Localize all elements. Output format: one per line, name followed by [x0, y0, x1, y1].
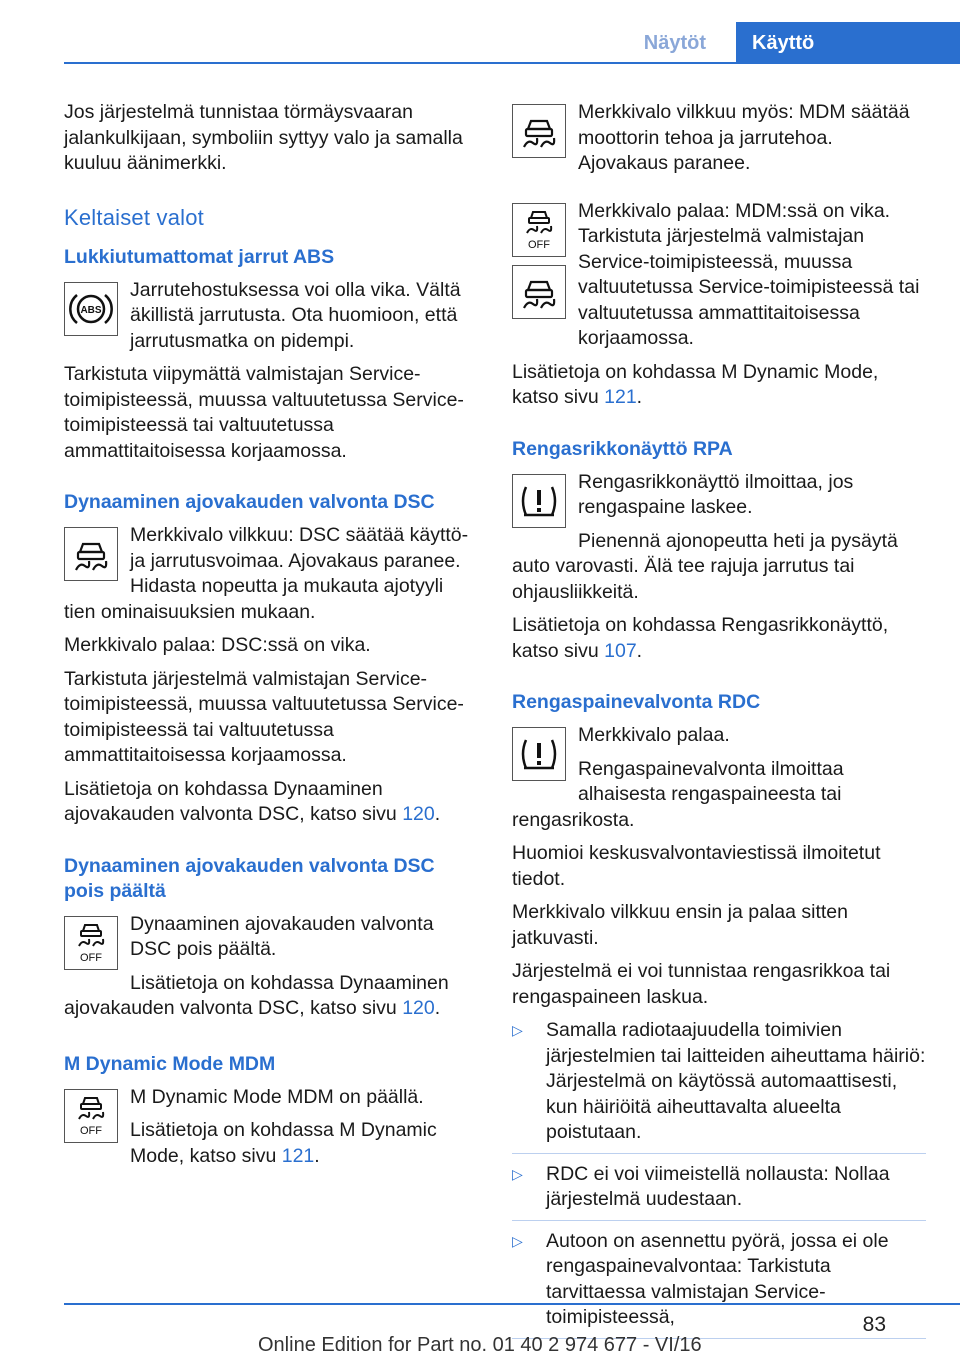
dsc-fault-text: Merkkivalo palaa: DSC:ssä on vika.: [64, 634, 371, 656]
dsc-off-text: Dynaaminen ajovakauden valvonta DSC pois päältä.: [130, 912, 434, 960]
tab-naytot[interactable]: Näytöt: [643, 32, 706, 54]
rpa-more-info: Lisätietoja on kohdassa Rengasrikkonäyttö, katso sivu 107.: [512, 614, 889, 662]
page-link-121[interactable]: 121: [281, 1144, 315, 1167]
abs-title: Lukkiutumattomat jarrut ABS: [64, 245, 335, 268]
rdc-no-detect-text: Järjestelmä ei voi tunnistaa rengasrikkoa tai rengaspaineen laskua.: [512, 960, 891, 1008]
dsc-service-text: Tarkistuta järjestelmä valmistajan Service-toimipisteessä, muussa valtuutetussa Service-toimipisteessä tai valtuutetussa ammattitaitoisessa korjaamossa.: [64, 667, 464, 766]
triangle-bullet-icon: ▷: [512, 1165, 523, 1182]
rpa-text: Rengasrikkonäyttö ilmoittaa, jos rengaspaine laskee.: [578, 470, 854, 518]
dsc-off-block: [64, 912, 478, 1022]
page-link-120b[interactable]: 120: [402, 997, 435, 1019]
page-number: 83: [862, 1313, 886, 1336]
tire-pressure-icon: [512, 727, 566, 781]
mdm-blink-text: Merkkivalo vilkkuu myös: MDM säätää moottorin tehoa ja jarrutehoa. Ajovakaus paranee.: [578, 101, 910, 174]
abs-text: Jarrutehostuksessa voi olla vika. Vältä äkillistä jarrutusta. Ota huomioon, että jarrutusmatka on pidempi.: [130, 278, 461, 352]
dsc-car-skid-icon: [64, 527, 118, 581]
dsc-block: [64, 523, 478, 625]
rdc-block: [512, 723, 926, 833]
rpa-title: Rengasrikkonäyttö RPA: [512, 437, 733, 460]
page-link-120[interactable]: 120: [402, 803, 435, 825]
triangle-bullet-icon: ▷: [512, 1232, 523, 1249]
dsc-off-more-info: Lisätietoja on kohdassa Dynaaminen ajovakauden valvonta DSC, katso sivu 120.: [64, 971, 449, 1019]
mdm-icon-label: OFF: [80, 1124, 102, 1137]
list-item: ▷ Autoon on asennettu pyörä, jossa ei ole rengaspainevalvontaa: Tarkistuta tarvittaessa valmistajan Service-toimipisteessä,: [512, 1229, 926, 1339]
mdm-blink-block: [512, 100, 926, 185]
car-skid-icon: [512, 104, 566, 158]
abs-warning-icon: [64, 282, 118, 336]
edition-text: Online Edition for Part no. 01 40 2 974 677 - VI/16: [258, 1334, 702, 1356]
rdc-title: Rengaspainevalvonta RDC: [512, 691, 761, 713]
rdc-check-text: Huomioi keskusvalvontaviestissä ilmoitetut tiedot.: [512, 842, 881, 890]
mdm-fault-block: [512, 199, 926, 360]
abs-service-text: Tarkistuta viipymättä valmistajan Service-toimipisteessä, muussa valtuutetussa Service-toimipisteessä tai valtuutetussa ammattitaitoisessa korjaamossa.: [64, 363, 464, 462]
dsc-off-icon-label: OFF: [80, 951, 102, 964]
page-link-107[interactable]: 107: [604, 639, 637, 662]
page-link-121b[interactable]: 121: [604, 386, 637, 408]
mdm-more-info-right: Lisätietoja on kohdassa M Dynamic Mode, katso sivu 121.: [512, 360, 879, 408]
dsc-more-info: Lisätietoja on kohdassa Dynaaminen ajovakauden valvonta DSC, katso sivu 120.: [64, 777, 441, 825]
car-skid-icon-small: [512, 265, 566, 319]
dsc-title: Dynaaminen ajovakauden valvonta DSC: [64, 491, 435, 513]
mdm-fault-icons: [512, 203, 566, 327]
tab-kaytto[interactable]: Käyttö: [736, 22, 960, 64]
right-off-icon-label: OFF: [528, 238, 550, 251]
mdm-on-text: M Dynamic Mode MDM on päällä.: [130, 1085, 424, 1108]
rpa-block: [512, 470, 926, 606]
section-title-yellow: Keltaiset valot: [64, 204, 204, 230]
intro-paragraph: Jos järjestelmä tunnistaa törmäysvaaran jalankulkijaan, symboliin syttyy valo ja samalla kuuluu äänimerkki.: [64, 101, 463, 174]
list-item: ▷ RDC ei voi viimeistellä nollausta: Nollaa järjestelmä uudestaan.: [512, 1162, 926, 1221]
rdc-low-text: Rengaspainevalvonta ilmoittaa alhaisesta rengaspaineesta tai rengasrikosta.: [512, 757, 844, 831]
mdm-more-info: Lisätietoja on kohdassa M Dynamic Mode, katso sivu 121.: [130, 1119, 437, 1167]
dsc-off-icon: [64, 916, 118, 970]
dsc-blink-text: Merkkivalo vilkkuu: DSC säätää käyttö- ja jarrutusvoimaa. Ajovakaus paranee. Hidasta nopeutta ja mukauta ajotyyli tien ominaisuuksien mukaan.: [64, 524, 469, 623]
abs-icon-label: ABS: [80, 304, 102, 316]
dsc-off-title: Dynaaminen ajovakauden valvonta DSC pois päältä: [64, 854, 435, 902]
mdm-block: [64, 1085, 478, 1178]
list-item: ▷ Samalla radiotaajuudella toimivien järjestelmien tai laitteiden aiheuttama häiriö: Järjestelmä on käytössä automaattisesti, kun häiriöitä aiheuttavalta alueelta poistutaan.: [512, 1018, 926, 1154]
rdc-on-text: Merkkivalo palaa.: [578, 724, 730, 746]
left-column: [64, 100, 478, 1177]
rdc-bullet-list: [512, 1018, 926, 1339]
footer-rule: [64, 1303, 960, 1305]
mdm-off-icon: [64, 1089, 118, 1143]
right-column: [512, 100, 926, 1339]
rdc-blink-text: Merkkivalo vilkkuu ensin ja palaa sitten jatkuvasti.: [512, 901, 848, 949]
tire-warning-icon: [512, 474, 566, 528]
mdm-fault-text: Merkkivalo palaa: MDM:ssä on vika. Tarkistuta järjestelmä valmistajan Service-toimipisteessä, muussa valtuutetussa Service-toimipisteessä tai valtuutetussa ammattitaitoisessa korjaamossa.: [578, 199, 920, 349]
mdm-title: M Dynamic Mode MDM: [64, 1052, 276, 1075]
abs-block: [64, 278, 478, 363]
dsc-off-icon-small: [512, 203, 566, 257]
rpa-action-text: Pienennä ajonopeutta heti ja pysäytä auto varovasti. Älä tee rajuja jarrutus tai ohjausliikkeitä.: [512, 529, 898, 603]
triangle-bullet-icon: ▷: [512, 1022, 523, 1038]
